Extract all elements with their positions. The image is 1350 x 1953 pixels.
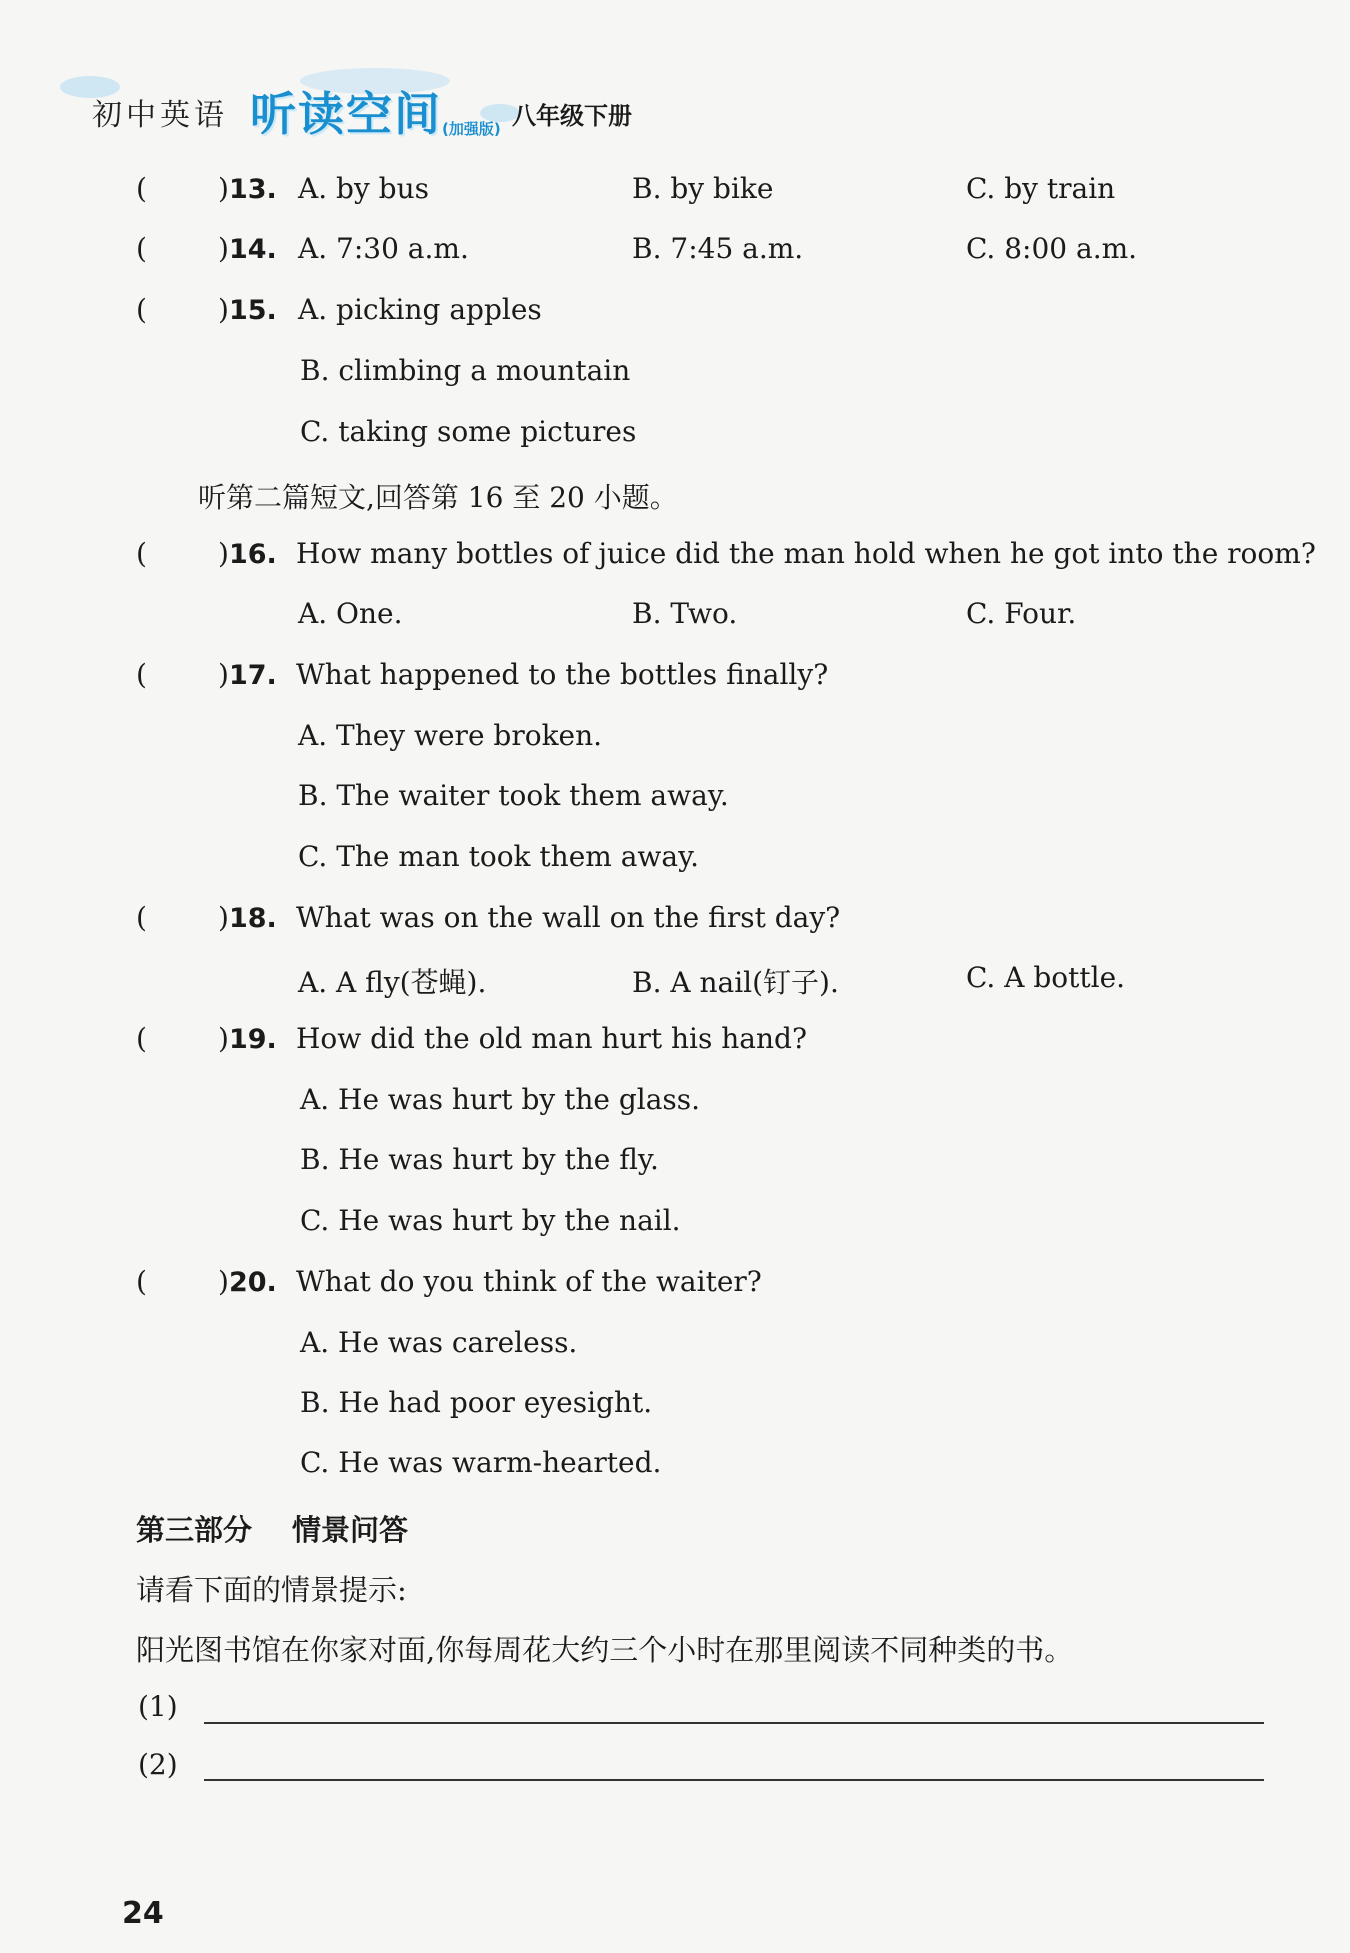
- question-13: [0, 172, 1350, 212]
- question-number: 14.: [228, 234, 277, 265]
- option-c: C. A bottle.: [966, 961, 1126, 994]
- answer-paren-open: (: [136, 658, 147, 691]
- answer-paren-open: (: [136, 901, 147, 934]
- answer-paren-close: )20.: [218, 1265, 277, 1298]
- option-b: B. Two.: [632, 597, 738, 630]
- option-c: C. The man took them away.: [298, 840, 700, 873]
- question-number: 18.: [228, 903, 277, 934]
- answer-paren-close: )15.: [218, 293, 277, 326]
- part3-title: 第三部分: [136, 1513, 253, 1547]
- option-b: B. 7:45 a.m.: [632, 232, 804, 265]
- part3-heading: [136, 1508, 408, 1549]
- option-a: A. 7:30 a.m.: [298, 232, 469, 265]
- option-a: A. He was hurt by the glass.: [300, 1083, 701, 1116]
- option-c: C. He was hurt by the nail.: [300, 1204, 681, 1237]
- question-20: [0, 1265, 1350, 1305]
- question-text: What was on the wall on the first day?: [296, 901, 841, 934]
- question-number: 16.: [228, 539, 277, 570]
- option-b: B. The waiter took them away.: [298, 779, 729, 812]
- question-text: What happened to the bottles finally?: [296, 658, 829, 691]
- part3-prompt: 请看下面的情景提示:: [136, 1573, 407, 1607]
- answer-paren-open: (: [136, 293, 147, 326]
- page-header: [60, 68, 760, 148]
- header-brand-logo: 听读空间: [250, 87, 442, 141]
- answer-line-2[interactable]: [204, 1779, 1264, 1781]
- option-a: A. One.: [298, 597, 403, 630]
- option-a: A. He was careless.: [300, 1326, 578, 1359]
- answer-paren-close: )13.: [218, 172, 277, 205]
- part3-situation: 阳光图书馆在你家对面,你每周花大约三个小时在那里阅读不同种类的书。: [136, 1633, 1074, 1667]
- option-a: A. A fly(苍蝇).: [298, 966, 487, 999]
- option-b: B. A nail(钉子).: [632, 966, 839, 999]
- answer-paren-open: (: [136, 1265, 147, 1298]
- answer-label-1: (1): [138, 1690, 178, 1723]
- answer-paren-close: )19.: [218, 1022, 277, 1055]
- option-c: C. He was warm-hearted.: [300, 1446, 662, 1479]
- question-15: [0, 293, 1350, 333]
- option-c: C. taking some pictures: [300, 415, 637, 448]
- answer-paren-open: (: [136, 172, 147, 205]
- option-c: C. 8:00 a.m.: [966, 232, 1138, 265]
- question-18-options: [0, 961, 1350, 1001]
- answer-paren-close: )18.: [218, 901, 277, 934]
- option-a: A. picking apples: [298, 293, 542, 326]
- question-14: [0, 232, 1350, 272]
- question-text: How many bottles of juice did the man hold when he got into the room?: [296, 537, 1316, 570]
- question-number: 13.: [228, 174, 277, 205]
- part3-subtitle: 情景问答: [292, 1513, 409, 1547]
- question-number: 20.: [228, 1267, 277, 1298]
- question-18: [0, 901, 1350, 941]
- answer-paren-close: )17.: [218, 658, 277, 691]
- answer-paren-open: (: [136, 537, 147, 570]
- question-16: [0, 537, 1350, 577]
- question-number: 15.: [228, 295, 277, 326]
- question-17: [0, 658, 1350, 698]
- question-number: 17.: [228, 660, 277, 691]
- answer-label-2: (2): [138, 1748, 178, 1781]
- option-b: B. He had poor eyesight.: [300, 1386, 653, 1419]
- header-edition: (加强版): [442, 120, 501, 138]
- answer-paren-close: )14.: [218, 232, 277, 265]
- answer-line-1[interactable]: [204, 1722, 1264, 1724]
- option-b: B. by bike: [632, 172, 774, 205]
- option-c: C. Four.: [966, 597, 1077, 630]
- option-a: A. They were broken.: [298, 719, 603, 752]
- header-subject: 初中英语: [92, 98, 228, 133]
- option-c: C. by train: [966, 172, 1116, 205]
- question-19: [0, 1022, 1350, 1062]
- section-instruction: 听第二篇短文,回答第 16 至 20 小题。: [198, 481, 678, 514]
- option-b: B. climbing a mountain: [300, 354, 631, 387]
- page-number: 24: [122, 1896, 164, 1931]
- answer-paren-open: (: [136, 232, 147, 265]
- header-grade: 八年级下册: [512, 102, 632, 130]
- option-b: B. He was hurt by the fly.: [300, 1143, 659, 1176]
- answer-paren-close: )16.: [218, 537, 277, 570]
- question-16-options: [0, 597, 1350, 637]
- option-a: A. by bus: [298, 172, 429, 205]
- question-text: What do you think of the waiter?: [296, 1265, 762, 1298]
- question-number: 19.: [228, 1024, 277, 1055]
- answer-paren-open: (: [136, 1022, 147, 1055]
- question-text: How did the old man hurt his hand?: [296, 1022, 807, 1055]
